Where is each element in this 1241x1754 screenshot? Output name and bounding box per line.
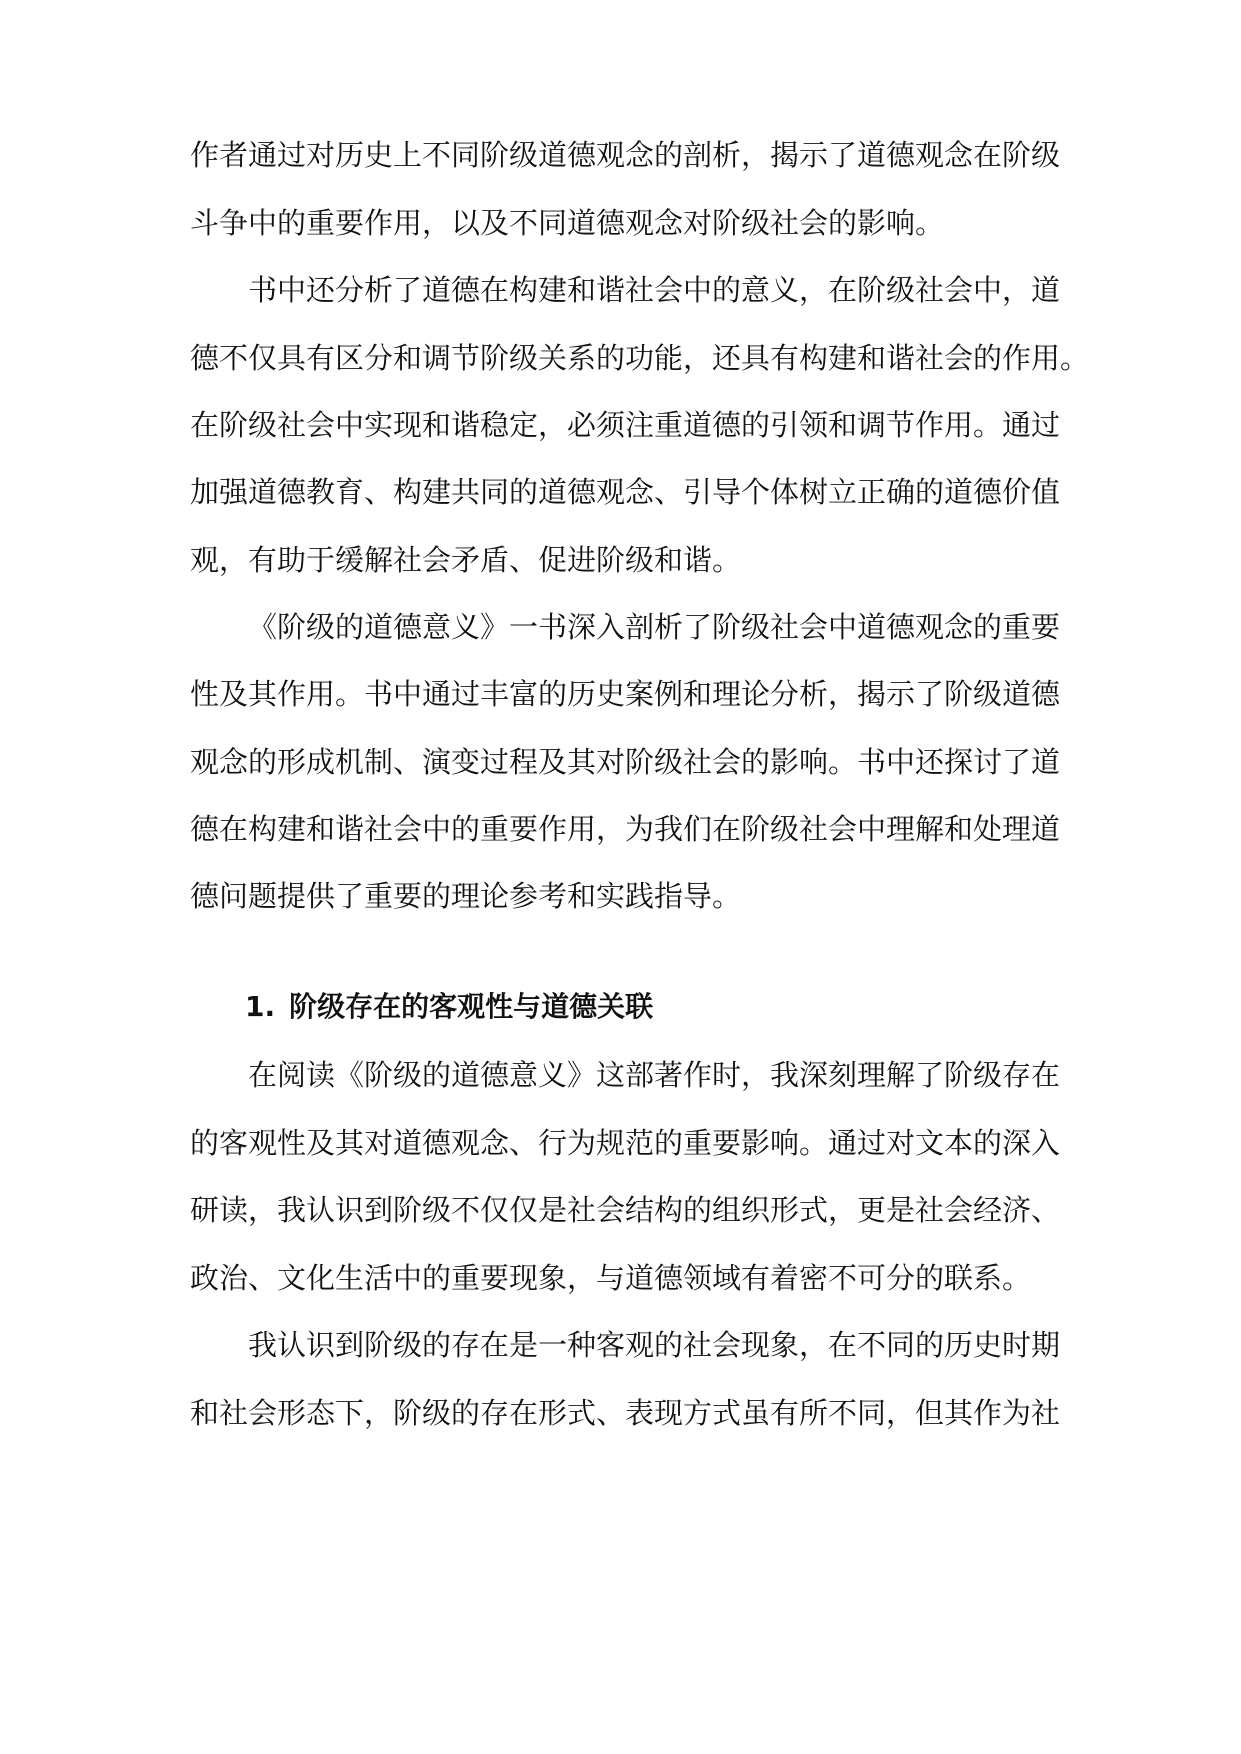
- text-line: 《阶级的道德意义》一书深入剖析了阶级社会中道德观念的重要: [248, 610, 1061, 644]
- text-line: 德问题提供了重要的理论参考和实践指导。: [190, 879, 742, 913]
- text-line: 观念的形成机制、演变过程及其对阶级社会的影响。书中还探讨了道: [190, 745, 1061, 779]
- text-line: 德在构建和谐社会中的重要作用，为我们在阶级社会中理解和处理道: [190, 812, 1061, 846]
- text-line: 和社会形态下，阶级的存在形式、表现方式虽有所不同，但其作为社: [190, 1396, 1061, 1430]
- text-line: 德不仅具有区分和调节阶级关系的功能，还具有构建和谐社会的作用。: [190, 341, 1090, 375]
- section-number: 1.: [245, 990, 276, 1023]
- text-line: 作者通过对历史上不同阶级道德观念的剖析，揭示了道德观念在阶级: [190, 138, 1061, 172]
- text-line: 加强道德教育、构建共同的道德观念、引导个体树立正确的道德价值: [190, 475, 1061, 509]
- text-line: 在阶级社会中实现和谐稳定，必须注重道德的引领和调节作用。通过: [190, 408, 1061, 442]
- text-line: 研读，我认识到阶级不仅仅是社会结构的组织形式，更是社会经济、: [190, 1193, 1061, 1227]
- text-line: 观，有助于缓解社会矛盾、促进阶级和谐。: [190, 543, 742, 577]
- text-line: 斗争中的重要作用，以及不同道德观念对阶级社会的影响。: [190, 206, 945, 240]
- section-heading: [245, 983, 653, 1031]
- section-title: 阶级存在的客观性与道德关联: [289, 990, 654, 1023]
- text-line: 性及其作用。书中通过丰富的历史案例和理论分析，揭示了阶级道德: [190, 677, 1061, 711]
- text-line: 在阅读《阶级的道德意义》这部著作时，我深刻理解了阶级存在: [248, 1058, 1061, 1092]
- text-line: 的客观性及其对道德观念、行为规范的重要影响。通过对文本的深入: [190, 1126, 1061, 1160]
- text-line: 我认识到阶级的存在是一种客观的社会现象，在不同的历史时期: [248, 1328, 1061, 1362]
- text-line: 书中还分析了道德在构建和谐社会中的意义，在阶级社会中，道: [248, 273, 1061, 307]
- text-line: 政治、文化生活中的重要现象，与道德领域有着密不可分的联系。: [190, 1261, 1032, 1295]
